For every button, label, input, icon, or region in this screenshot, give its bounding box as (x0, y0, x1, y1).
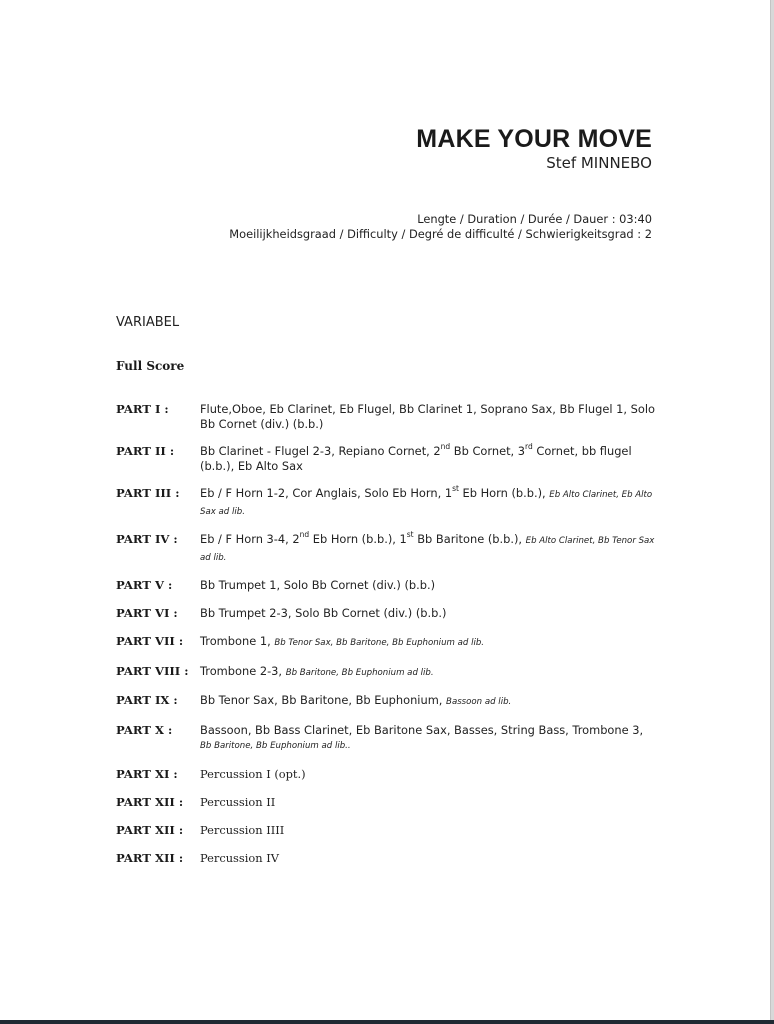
part-instruments: Bb Clarinet - Flugel 2-3, Repiano Cornet, 2nd Bb Cornet, 3rd Cornet, bb flugel (b.b.), Eb Alto Sax (200, 442, 632, 473)
part-label: PART XII : (116, 822, 184, 837)
part-label: PART III : (116, 486, 180, 500)
part-label: PART X : (116, 722, 173, 737)
part-instruments: Percussion I (opt.) (200, 766, 306, 781)
part-instruments: Percussion II (200, 794, 276, 809)
part-row (116, 723, 656, 754)
part-label: PART XII : (116, 794, 184, 809)
part-label: PART VII : (116, 634, 184, 648)
part-row (116, 664, 656, 681)
ad-lib-note: Bb Tenor Sax, Bb Baritone, Bb Euphonium ad lib. (274, 638, 485, 648)
page-edge-bottom (0, 1020, 774, 1024)
part-row (116, 767, 656, 782)
difficulty-line: Moeilijkheidsgraad / Difficulty / Degré de difficulté / Schwierigkeitsgrad : 2 (229, 227, 652, 241)
part-row (116, 693, 656, 710)
part-row (116, 795, 656, 810)
part-row (116, 486, 656, 519)
duration-line: Lengte / Duration / Durée / Dauer : 03:40 (417, 212, 652, 226)
part-row (116, 444, 656, 473)
part-instruments: Bb Trumpet 1, Solo Bb Cornet (div.) (b.b.) (200, 578, 436, 592)
part-instruments: Percussion IV (200, 850, 279, 865)
edition-label: VARIABEL (116, 315, 180, 330)
part-row (116, 532, 656, 565)
piece-metadata (229, 212, 652, 242)
part-row (116, 634, 656, 651)
part-instruments: Bb Trumpet 2-3, Solo Bb Cornet (div.) (b.b.) (200, 606, 447, 620)
part-label: PART VI : (116, 606, 178, 620)
composer-name: Stef MINNEBO (546, 154, 652, 172)
part-label: PART II : (116, 444, 175, 458)
part-label: PART V : (116, 578, 173, 592)
full-score-label: Full Score (116, 359, 185, 373)
part-instruments: Percussion IIII (200, 822, 285, 837)
part-row (116, 823, 656, 838)
part-instruments: Eb / F Horn 1-2, Cor Anglais, Solo Eb Horn, 1st Eb Horn (b.b.), Eb Alto Clarinet, Eb Alto Sax ad lib. (200, 484, 653, 517)
ad-lib-note: Bb Baritone, Bb Euphonium ad lib.. (200, 741, 351, 751)
part-row (116, 402, 656, 431)
part-label: PART XI : (116, 766, 178, 781)
part-row (116, 851, 656, 866)
ad-lib-note: Bb Baritone, Bb Euphonium ad lib. (285, 667, 434, 678)
part-instruments: Eb / F Horn 3-4, 2nd Eb Horn (b.b.), 1st Bb Baritone (b.b.), Eb Alto Clarinet, Bb Tenor Sax ad lib. (200, 530, 655, 563)
part-instruments: Flute,Oboe, Eb Clarinet, Eb Flugel, Bb Clarinet 1, Soprano Sax, Bb Flugel 1, Solo Bb Cornet (div.) (b.b.) (200, 402, 655, 431)
part-label: PART IV : (116, 532, 178, 546)
part-label: PART XII : (116, 850, 184, 865)
part-instruments: Trombone 1, Bb Tenor Sax, Bb Baritone, Bb Euphonium ad lib. (200, 634, 485, 648)
part-instruments: Trombone 2-3, Bb Baritone, Bb Euphonium ad lib. (200, 663, 434, 678)
page-edge-right (770, 0, 774, 1024)
piece-title: MAKE YOUR MOVE (416, 125, 652, 153)
part-row (116, 578, 656, 593)
ad-lib-note: Eb Alto Clarinet, Eb Alto Sax ad lib. (200, 490, 653, 517)
ad-lib-note: Bassoon ad lib. (446, 697, 512, 707)
ad-lib-note: Eb Alto Clarinet, Bb Tenor Sax ad lib. (200, 536, 655, 563)
part-instruments: Bb Tenor Sax, Bb Baritone, Bb Euphonium, Bassoon ad lib. (200, 693, 512, 707)
part-instruments: Bassoon, Bb Bass Clarinet, Eb Baritone Sax, Basses, String Bass, Trombone 3, Bb Baritone, Bb Euphonium ad lib.. (200, 722, 644, 751)
part-row (116, 606, 656, 621)
part-label: PART IX : (116, 693, 178, 707)
part-label: PART I : (116, 402, 169, 416)
title-block (416, 124, 652, 172)
part-label: PART VIII : (116, 663, 189, 678)
parts-list (116, 402, 656, 879)
